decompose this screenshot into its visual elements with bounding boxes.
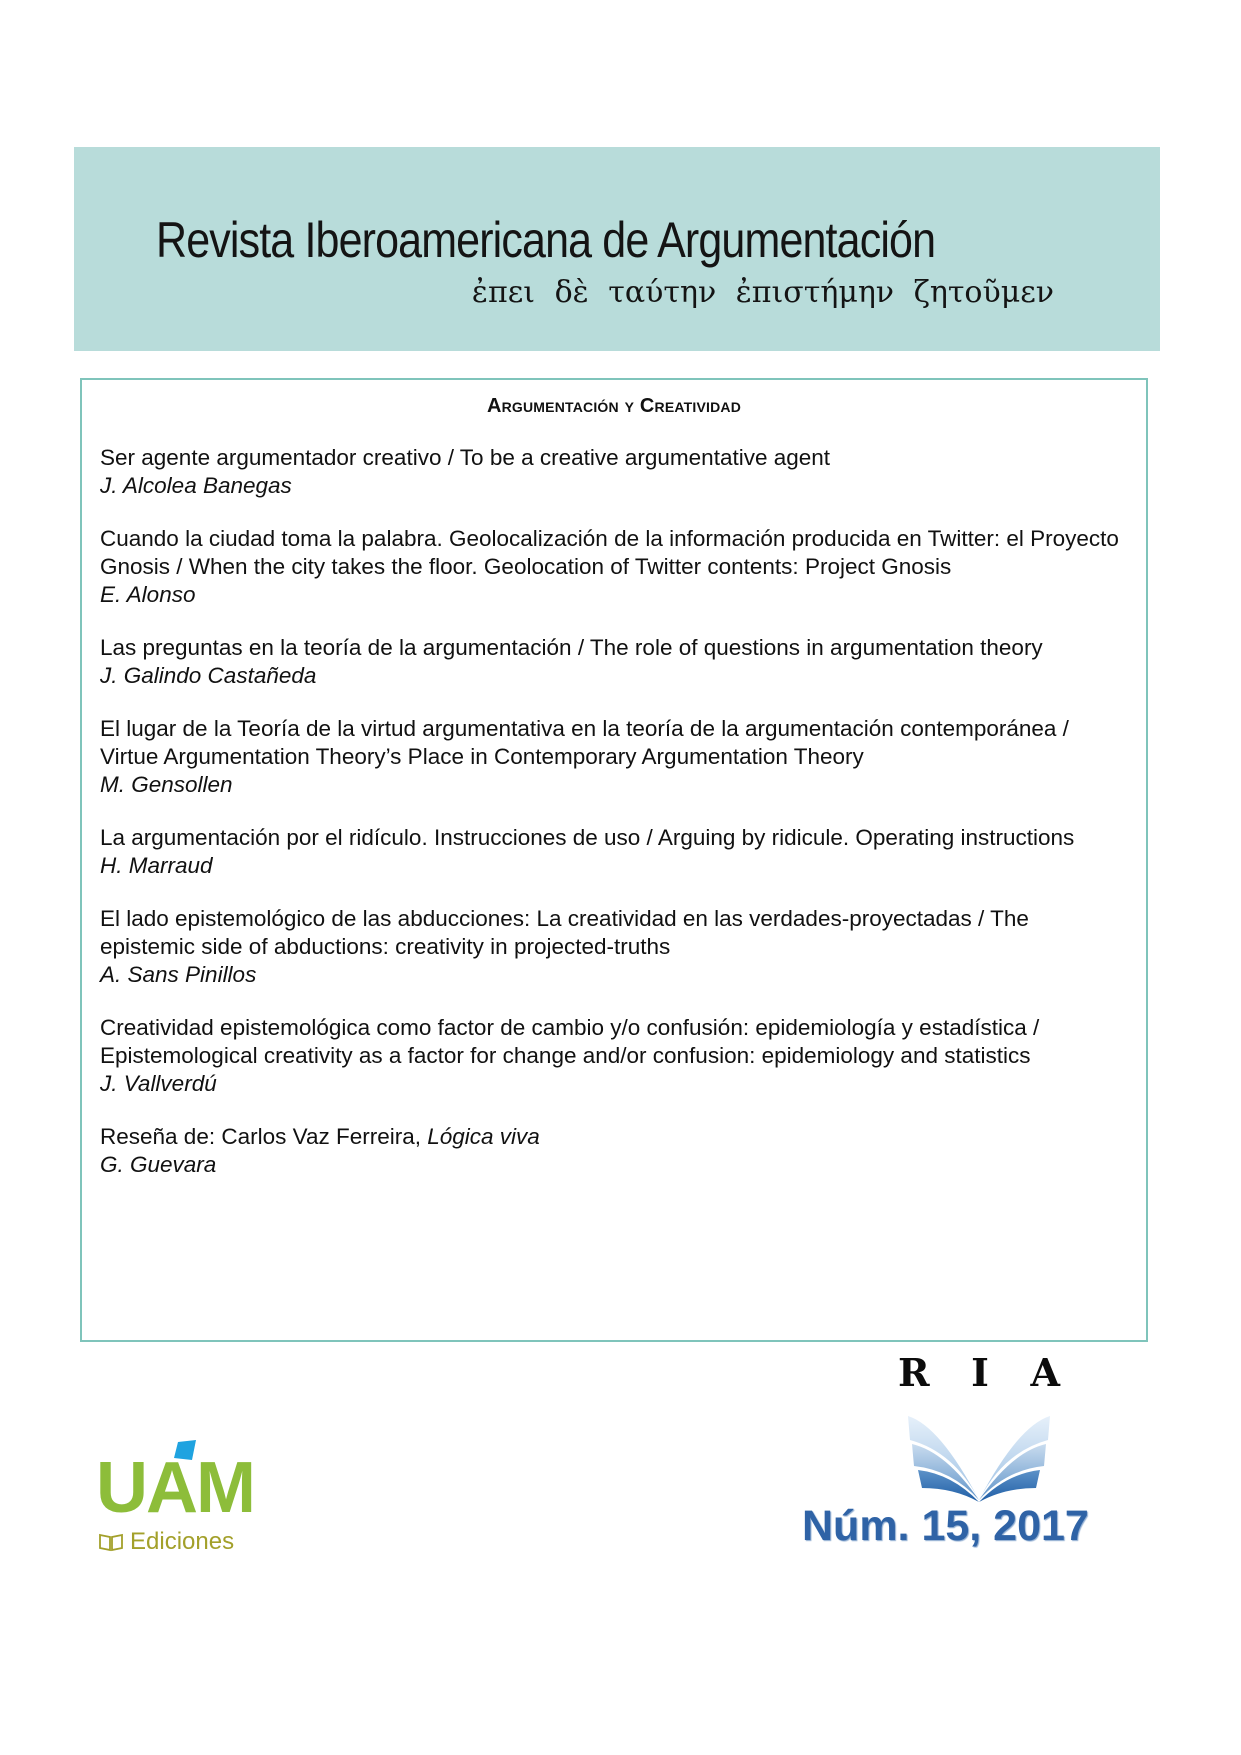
article-author: J. Alcolea Banegas xyxy=(100,473,292,498)
reviewed-book-title: Lógica viva xyxy=(427,1124,540,1149)
article-title[interactable]: Las preguntas en la teoría de la argumentación / The role of questions in argumentation theory xyxy=(100,635,1043,660)
journal-title: Revista Iberoamericana de Argumentación xyxy=(156,212,936,268)
article-author: J. Vallverdú xyxy=(100,1071,217,1096)
uam-ediciones-logo xyxy=(96,1440,276,1560)
article-author: H. Marraud xyxy=(100,853,213,878)
ria-letters xyxy=(898,1350,1060,1395)
article-entry xyxy=(100,824,1126,880)
ria-letter-r: R xyxy=(898,1350,930,1395)
section-heading: Argumentación y Creatividad xyxy=(486,395,742,417)
article-author: A. Sans Pinillos xyxy=(100,962,257,987)
article-entry xyxy=(100,1014,1126,1098)
open-book-icon xyxy=(906,1412,1052,1504)
ria-letter-a: A xyxy=(1030,1350,1060,1395)
book-outline-icon xyxy=(98,1532,124,1552)
article-entry xyxy=(100,715,1126,799)
review-prefix: Reseña de: Carlos Vaz Ferreira, xyxy=(100,1124,428,1149)
article-list xyxy=(82,444,1146,1179)
review-author: G. Guevara xyxy=(100,1152,217,1177)
article-author: J. Galindo Castañeda xyxy=(100,663,317,688)
ria-letter-i: I xyxy=(971,1350,989,1395)
article-entry xyxy=(100,634,1126,690)
article-entry xyxy=(100,444,1126,500)
table-of-contents xyxy=(80,378,1148,1342)
review-entry xyxy=(100,1123,1126,1179)
article-title[interactable]: Cuando la ciudad toma la palabra. Geolocalización de la información producida en Twitter: el Proyecto Gnosis / When the city takes the floor. Geolocation of Twitter contents: Project Gnosis xyxy=(100,526,1119,579)
review-title[interactable] xyxy=(100,1123,1126,1151)
article-title[interactable]: El lugar de la Teoría de la virtud argumentativa en la teoría de la argumentación contemporánea / Virtue Argumentation Theory’s Place in Contemporary Argumentation Theory xyxy=(100,716,1069,769)
ediciones-text: Ediciones xyxy=(130,1528,235,1555)
article-author: E. Alonso xyxy=(100,582,196,607)
ria-logo xyxy=(898,1350,1060,1506)
article-entry xyxy=(100,905,1126,989)
article-title[interactable]: La argumentación por el ridículo. Instrucciones de uso / Arguing by ridicule. Operating instructions xyxy=(100,825,1075,850)
uam-wordmark: UAM xyxy=(96,1448,254,1528)
article-entry xyxy=(100,525,1126,609)
ediciones-label xyxy=(98,1528,234,1556)
journal-motto: ἐπει δὲ ταύτην ἐπιστήμην ζητοῦμεν xyxy=(471,275,1054,310)
article-author: M. Gensollen xyxy=(100,772,233,797)
issue-number: Núm. 15, 2017 xyxy=(802,1502,1089,1550)
article-title[interactable]: Ser agente argumentador creativo / To be a creative argumentative agent xyxy=(100,445,831,470)
article-title[interactable]: El lado epistemológico de las abducciones: La creatividad en las verdades-proyectadas / The epistemic side of abductions: creativity in projected-truths xyxy=(100,906,1029,959)
article-title[interactable]: Creatividad epistemológica como factor de cambio y/o confusión: epidemiología y estadística / Epistemological creativity as a factor for change and/or confusion: epidemiology and statistics xyxy=(100,1015,1040,1068)
journal-header xyxy=(74,147,1160,351)
